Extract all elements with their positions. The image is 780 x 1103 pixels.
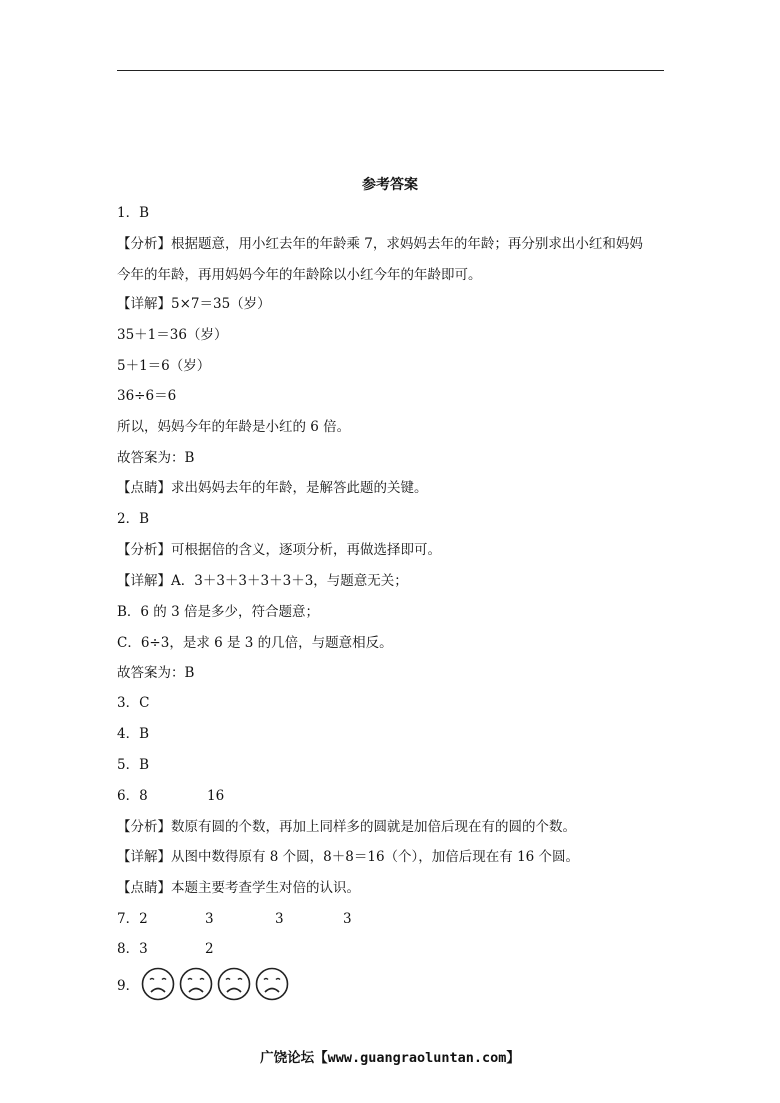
answer-line-q6 <box>117 787 224 805</box>
answer-line: 【分析】可根据倍的含义，逐项分析，再做选择即可。 <box>117 542 441 558</box>
page-title: 参考答案 <box>362 177 418 193</box>
answer-line: 【详解】A．3＋3＋3＋3＋3＋3，与题意无关； <box>117 573 408 589</box>
answer-line: 今年的年龄，再用妈妈今年的年龄除以小红今年的年龄即可。 <box>117 267 482 283</box>
q7-first: 7．2 <box>117 911 148 927</box>
q7-third: 3 <box>275 911 284 927</box>
answer-line: C．6÷3，是求 6 是 3 的几倍，与题意相反。 <box>117 635 393 651</box>
answer-line-q8 <box>117 940 214 958</box>
answer-line: 所以，妈妈今年的年龄是小红的 6 倍。 <box>117 419 351 435</box>
q6-first: 6．8 <box>117 788 148 804</box>
answer-line: 【详解】5×7＝35（岁） <box>117 296 271 312</box>
q7-second: 3 <box>205 911 214 927</box>
answer-line: 2．B <box>117 511 150 527</box>
q8-first: 8．3 <box>117 941 148 957</box>
answer-line: 【详解】从图中数得原有 8 个圆，8＋8＝16（个），加倍后现在有 16 个圆。 <box>117 849 580 865</box>
answer-line: 5＋1＝6（岁） <box>117 358 211 374</box>
answer-line: 【点睛】求出妈妈去年的年龄，是解答此题的关键。 <box>117 480 428 496</box>
answer-line: 3．C <box>117 695 150 711</box>
header-rule <box>117 70 664 71</box>
page-footer: 广饶论坛【www.guangraoluntan.com】 <box>260 1050 520 1066</box>
sad-face-icon <box>141 967 175 1001</box>
q9-label: 9． <box>117 978 140 994</box>
q7-fourth: 3 <box>343 911 352 927</box>
answer-line: 故答案为：B <box>117 450 195 466</box>
answer-line: 35＋1＝36（岁） <box>117 327 228 343</box>
answer-line: 1．B <box>117 205 150 221</box>
answer-line: 【点睛】本题主要考查学生对倍的认识。 <box>117 880 360 896</box>
sad-face-icon <box>179 967 213 1001</box>
answer-line-q9 <box>117 966 293 1002</box>
answer-line-q7 <box>117 910 352 928</box>
q8-second: 2 <box>205 941 214 957</box>
sad-face-icon <box>255 967 289 1001</box>
answer-line: 36÷6＝6 <box>117 388 177 404</box>
sad-face-icon <box>217 967 251 1001</box>
answer-line: 4．B <box>117 726 150 742</box>
answer-line: B．6 的 3 倍是多少，符合题意； <box>117 604 319 620</box>
q6-second: 16 <box>207 788 225 804</box>
answer-line: 5．B <box>117 757 150 773</box>
answer-line: 故答案为：B <box>117 665 195 681</box>
answer-line: 【分析】根据题意，用小红去年的年龄乘 7，求妈妈去年的年龄；再分别求出小红和妈妈 <box>117 236 643 252</box>
answer-line: 【分析】数原有圆的个数，再加上同样多的圆就是加倍后现在有的圆的个数。 <box>117 819 576 835</box>
